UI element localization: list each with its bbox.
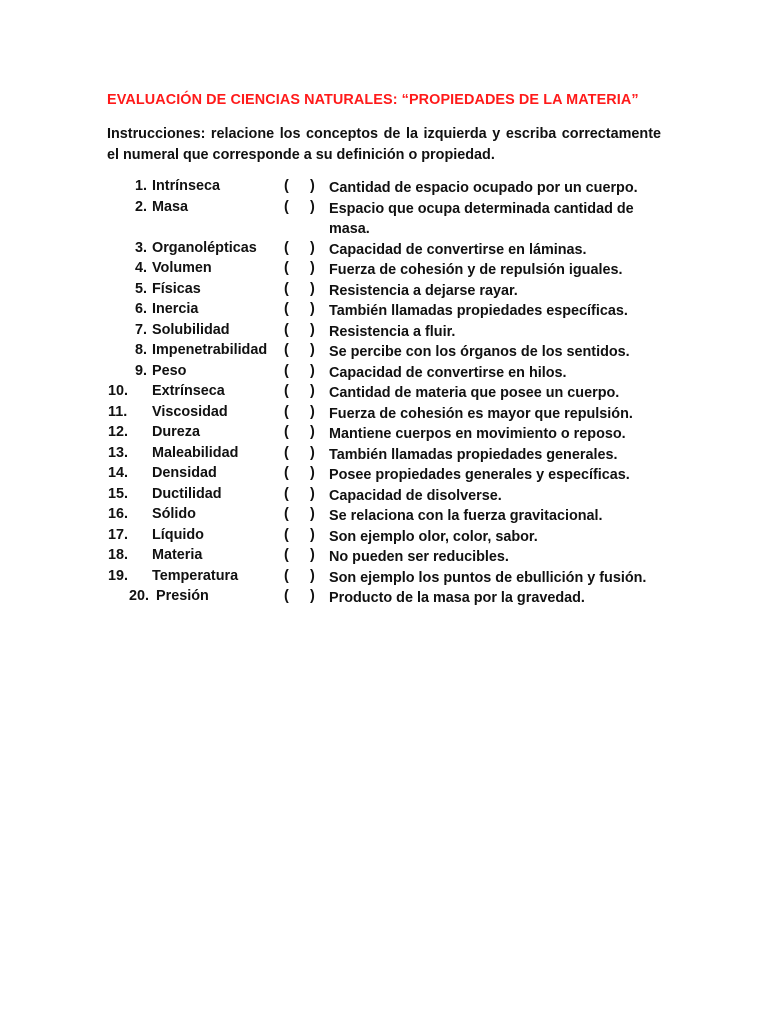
item-definition: No pueden ser reducibles. <box>329 549 509 565</box>
list-item <box>0 486 768 507</box>
item-number: 11. <box>108 403 128 420</box>
answer-blank-open: ( <box>284 280 289 297</box>
item-definition: Producto de la masa por la gravedad. <box>329 590 585 606</box>
item-number: 2. <box>134 198 147 215</box>
list-item <box>0 301 768 322</box>
item-number: 17. <box>108 526 129 543</box>
item-number: 15. <box>108 485 129 502</box>
list-item <box>0 322 768 343</box>
item-number: 14. <box>108 465 129 481</box>
item-concept: Sólido <box>152 506 196 522</box>
answer-blank-close: ) <box>310 506 315 522</box>
answer-blank-open: ( <box>284 198 289 215</box>
item-definition: Posee propiedades generales y específicas. <box>329 467 630 483</box>
item-definition: Capacidad de convertirse en láminas. <box>329 241 587 258</box>
item-concept: Densidad <box>152 465 217 481</box>
answer-blank-close: ) <box>310 403 315 420</box>
answer-blank-open: ( <box>284 567 289 584</box>
answer-blank-open: ( <box>284 239 289 256</box>
answer-blank-close: ) <box>310 301 315 317</box>
item-number: 20. <box>129 588 150 604</box>
answer-blank-close: ) <box>310 260 315 276</box>
answer-blank-open: ( <box>284 260 289 276</box>
list-item <box>0 465 768 486</box>
answer-blank-open: ( <box>284 506 289 522</box>
answer-blank-open: ( <box>284 362 289 379</box>
list-item <box>0 547 768 568</box>
item-concept: Maleabilidad <box>152 444 239 461</box>
answer-blank-open: ( <box>284 424 289 440</box>
list-item <box>0 240 768 261</box>
item-number: 19. <box>108 567 129 584</box>
item-concept: Viscosidad <box>152 403 228 420</box>
item-number: 13. <box>108 444 129 461</box>
answer-blank-open: ( <box>284 301 289 317</box>
list-item <box>0 383 768 404</box>
list-item <box>0 424 768 445</box>
item-number: 6. <box>134 301 147 317</box>
item-number: 10. <box>108 383 129 399</box>
item-concept: Materia <box>152 547 203 563</box>
document-title: EVALUACIÓN DE CIENCIAS NATURALES: “PROPIEDADES DE LA MATERIA” <box>107 92 639 108</box>
answer-blank-open: ( <box>284 526 289 543</box>
answer-blank-open: ( <box>284 444 289 461</box>
item-definition: Capacidad de disolverse. <box>329 487 502 504</box>
answer-blank-close: ) <box>310 362 315 379</box>
item-number: 9. <box>134 362 147 379</box>
item-number: 3. <box>134 239 147 256</box>
answer-blank-close: ) <box>310 321 315 338</box>
item-definition: Resistencia a fluir. <box>329 323 456 340</box>
item-concept: Masa <box>152 198 188 215</box>
item-definition: Resistencia a dejarse rayar. <box>329 282 518 299</box>
item-definition: Son ejemplo olor, color, sabor. <box>329 528 538 545</box>
answer-blank-open: ( <box>284 342 289 358</box>
item-definition: Cantidad de espacio ocupado por un cuerpo. <box>329 180 638 196</box>
answer-blank-close: ) <box>310 526 315 543</box>
answer-blank-close: ) <box>310 444 315 461</box>
list-item <box>0 342 768 363</box>
answer-blank-close: ) <box>310 485 315 502</box>
answer-blank-close: ) <box>310 239 315 256</box>
item-definition: Mantiene cuerpos en movimiento o reposo. <box>329 426 626 442</box>
item-concept: Inercia <box>152 301 199 317</box>
item-number: 16. <box>108 506 129 522</box>
answer-blank-close: ) <box>310 588 315 604</box>
item-concept: Líquido <box>152 526 204 543</box>
instructions-text: Instrucciones: relacione los conceptos de la izquierda y escriba correctamente el numeral que corresponde a su definición o propiedad. <box>107 126 661 163</box>
item-concept: Dureza <box>152 424 200 440</box>
list-item <box>0 506 768 527</box>
answer-blank-close: ) <box>310 280 315 297</box>
list-item <box>0 445 768 466</box>
item-number: 1. <box>134 178 147 194</box>
answer-blank-open: ( <box>284 403 289 420</box>
list-item <box>0 199 768 240</box>
item-definition: Son ejemplo los puntos de ebullición y fusión. <box>329 569 647 586</box>
answer-blank-open: ( <box>284 321 289 338</box>
answer-blank-open: ( <box>284 465 289 481</box>
answer-blank-open: ( <box>284 588 289 604</box>
list-item <box>0 404 768 425</box>
item-concept: Impenetrabilidad <box>152 342 268 358</box>
item-number: 8. <box>134 342 147 358</box>
item-concept: Volumen <box>152 260 212 276</box>
item-concept: Organolépticas <box>152 239 257 256</box>
item-definition: Capacidad de convertirse en hilos. <box>329 364 567 381</box>
answer-blank-open: ( <box>284 383 289 399</box>
item-number: 7. <box>134 321 147 338</box>
answer-blank-close: ) <box>310 567 315 584</box>
list-item <box>0 281 768 302</box>
item-definition: Se relaciona con la fuerza gravitacional. <box>329 508 603 524</box>
answer-blank-open: ( <box>284 547 289 563</box>
item-concept: Solubilidad <box>152 321 230 338</box>
list-item <box>0 588 768 609</box>
list-item <box>0 363 768 384</box>
item-number: 18. <box>108 547 129 563</box>
item-concept: Ductilidad <box>152 485 222 502</box>
answer-blank-close: ) <box>310 424 315 440</box>
item-definition: También llamadas propiedades específicas. <box>329 303 628 319</box>
item-definition: Se percibe con los órganos de los sentidos. <box>329 344 630 360</box>
answer-blank-close: ) <box>310 198 315 215</box>
item-concept: Intrínseca <box>152 178 220 194</box>
item-concept: Físicas <box>152 280 201 297</box>
item-number: 12. <box>108 424 129 440</box>
list-item <box>0 260 768 281</box>
answer-blank-open: ( <box>284 485 289 502</box>
item-definition: Fuerza de cohesión es mayor que repulsión. <box>329 405 633 422</box>
answer-blank-close: ) <box>310 178 315 194</box>
list-item <box>0 178 768 199</box>
item-definition: Espacio que ocupa determinada cantidad de masa. <box>329 200 634 237</box>
item-definition: Cantidad de materia que posee un cuerpo. <box>329 385 620 401</box>
matching-list <box>0 178 768 609</box>
answer-blank-close: ) <box>310 383 315 399</box>
item-number: 4. <box>134 260 147 276</box>
answer-blank-close: ) <box>310 547 315 563</box>
answer-blank-close: ) <box>310 465 315 481</box>
list-item <box>0 568 768 589</box>
item-concept: Presión <box>156 588 209 604</box>
item-definition: Fuerza de cohesión y de repulsión iguales. <box>329 262 623 278</box>
answer-blank-open: ( <box>284 178 289 194</box>
item-number: 5. <box>134 280 147 297</box>
item-concept: Temperatura <box>152 567 239 584</box>
item-concept: Extrínseca <box>152 383 225 399</box>
item-definition: También llamadas propiedades generales. <box>329 446 618 463</box>
item-concept: Peso <box>152 362 187 379</box>
list-item <box>0 527 768 548</box>
answer-blank-close: ) <box>310 342 315 358</box>
